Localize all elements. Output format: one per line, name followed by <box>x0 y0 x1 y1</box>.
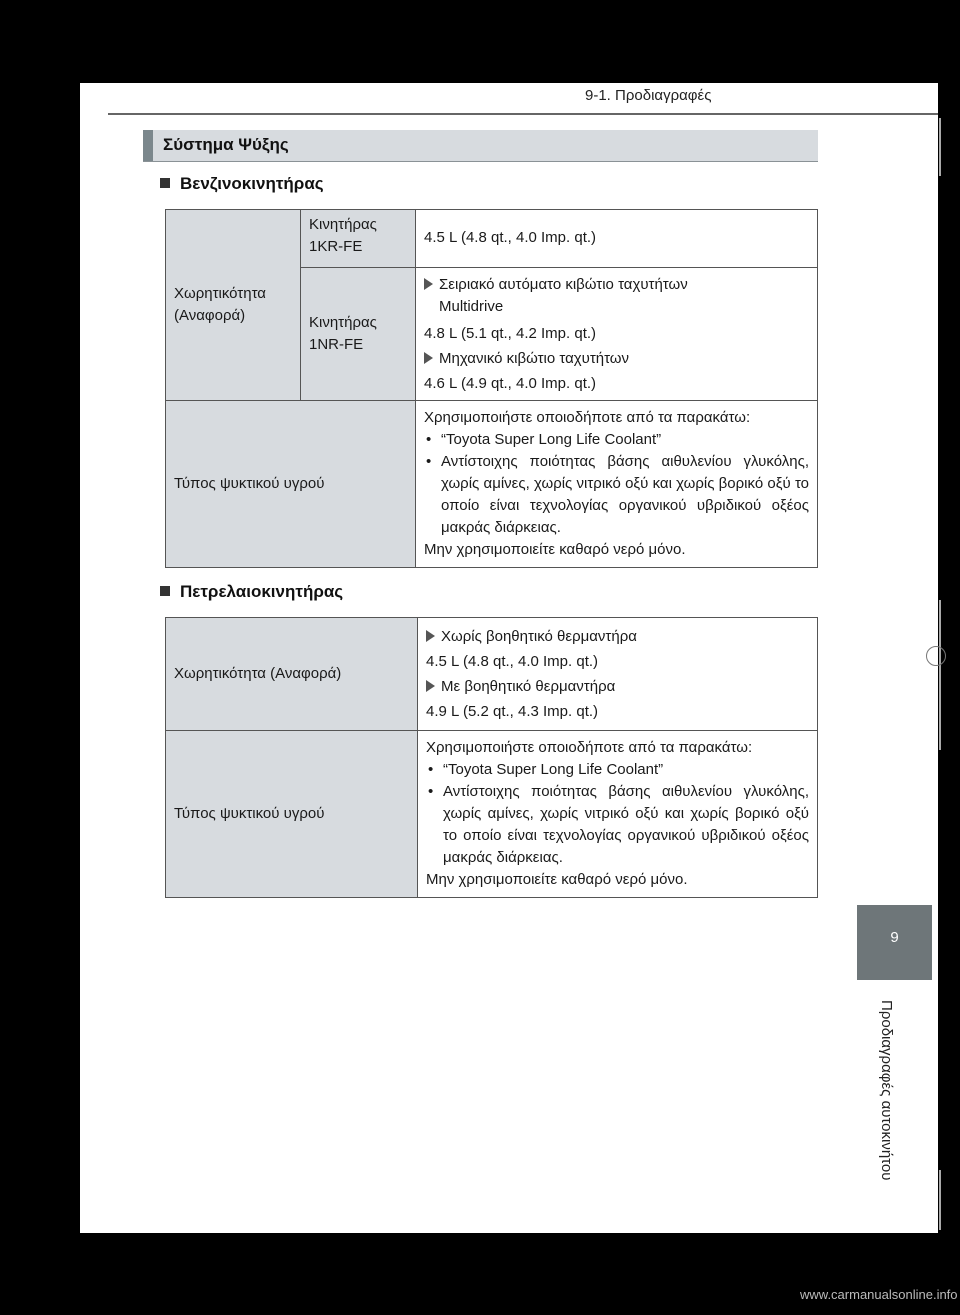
transmission-option <box>424 274 809 296</box>
petrol-coolant-table <box>165 209 818 568</box>
option-text-cont: Multidrive <box>439 297 504 315</box>
coolant-intro: Χρησιμοποιήστε οποιοδήποτε από τα παρακάτω: <box>424 409 751 426</box>
registration-mark-icon <box>926 646 946 666</box>
diesel-heading <box>160 582 343 602</box>
triangle-bullet-icon <box>426 630 435 642</box>
list-item: • “Toyota Super Long Life Coolant” <box>428 761 664 778</box>
engine-1kr-value: 4.5 L (4.8 qt., 4.0 Imp. qt.) <box>416 210 818 268</box>
coolant-type-label: Τύπος ψυκτικού υγρού <box>166 731 418 898</box>
coolant-type-label: Τύπος ψυκτικού υγρού <box>166 401 416 568</box>
section-title-bar <box>143 130 818 161</box>
chapter-number: 9 <box>890 929 899 946</box>
list-item: • “Toyota Super Long Life Coolant” <box>426 431 662 448</box>
coolant-list <box>424 429 809 539</box>
capacity-value: 4.6 L (4.9 qt., 4.0 Imp. qt.) <box>424 374 597 392</box>
margin-line <box>939 600 941 750</box>
chapter-header: 9-1. Προδιαγραφές <box>585 87 712 104</box>
option-text: Μηχανικό κιβώτιο ταχυτήτων <box>439 349 630 367</box>
section-underline <box>143 161 818 162</box>
capacity-label: Χωρητικότητα (Αναφορά) <box>166 210 301 401</box>
engine-1nr-label: Κινητήρας 1NR-FE <box>301 268 416 401</box>
capacity-value: 4.8 L (5.1 qt., 4.2 Imp. qt.) <box>424 324 597 342</box>
triangle-bullet-icon <box>424 352 433 364</box>
watermark: www.carmanualsonline.info <box>800 1287 958 1302</box>
section-title: Σύστημα Ψύξης <box>163 135 289 154</box>
table-row <box>166 731 818 898</box>
chapter-tab-label: Προδιαγραφές αυτοκινήτου <box>878 1000 895 1181</box>
coolant-note: Μην χρησιμοποιείτε καθαρό νερό μόνο. <box>424 541 686 558</box>
list-item: • Αντίστοιχης ποιότητας βάσης αιθυλενίου γλυκόλης, χωρίς αμίνες, χωρίς νιτρικό οξύ και χωρίς βορικό οξύ το οποίο είναι τεχνολογίας οργανικού υβριδικού οξέος μακράς διάρκειας. <box>428 783 809 866</box>
triangle-bullet-icon <box>426 680 435 692</box>
capacity-value: 4.9 L (5.2 qt., 4.3 Imp. qt.) <box>426 702 599 720</box>
chapter-tab[interactable] <box>857 905 932 980</box>
coolant-type-value <box>418 731 818 898</box>
capacity-values <box>418 618 818 731</box>
option-text: Χωρίς βοηθητικό θερμαντήρα <box>441 627 637 645</box>
engine-1kr-label: Κινητήρας 1KR-FE <box>301 210 416 268</box>
margin-line <box>939 118 941 176</box>
square-bullet-icon <box>160 178 170 188</box>
margin-line <box>939 1170 941 1230</box>
table-row <box>166 210 818 268</box>
header-rule <box>108 113 938 115</box>
diesel-heading-text: Πετρελαιοκινητήρας <box>180 582 344 601</box>
coolant-list <box>426 759 809 869</box>
coolant-intro: Χρησιμοποιήστε οποιοδήποτε από τα παρακάτω: <box>426 739 753 756</box>
list-item-text: “Toyota Super Long Life Coolant” <box>441 431 662 448</box>
petrol-heading <box>160 174 324 194</box>
transmission-option <box>424 348 809 370</box>
coolant-type-value <box>416 401 818 568</box>
engine-1nr-values <box>416 268 818 401</box>
coolant-note: Μην χρησιμοποιείτε καθαρό νερό μόνο. <box>426 871 688 888</box>
heater-option <box>426 626 809 648</box>
list-item-text: Αντίστοιχης ποιότητας βάσης αιθυλενίου γλυκόλης, χωρίς αμίνες, χωρίς νιτρικό οξύ και χωρίς βορικό οξύ το οποίο είναι τεχνολογίας οργανικού υβριδικού οξέος μακράς διάρκειας. <box>443 783 809 866</box>
section-accent <box>143 130 153 161</box>
table-row <box>166 618 818 731</box>
table-row <box>166 401 818 568</box>
petrol-heading-text: Βενζινοκινητήρας <box>180 174 324 193</box>
capacity-value: 4.5 L (4.8 qt., 4.0 Imp. qt.) <box>426 652 599 670</box>
triangle-bullet-icon <box>424 278 433 290</box>
square-bullet-icon <box>160 586 170 596</box>
option-text: Με βοηθητικό θερμαντήρα <box>441 677 616 695</box>
option-text: Σειριακό αυτόματο κιβώτιο ταχυτήτων <box>439 275 688 293</box>
list-item: • Αντίστοιχης ποιότητας βάσης αιθυλενίου γλυκόλης, χωρίς αμίνες, χωρίς νιτρικό οξύ και χωρίς βορικό οξύ το οποίο είναι τεχνολογίας οργανικού υβριδικού οξέος μακράς διάρκειας. <box>426 453 809 536</box>
heater-option <box>426 676 809 698</box>
list-item-text: “Toyota Super Long Life Coolant” <box>443 761 664 778</box>
capacity-label: Χωρητικότητα (Αναφορά) <box>166 618 418 731</box>
list-item-text: Αντίστοιχης ποιότητας βάσης αιθυλενίου γλυκόλης, χωρίς αμίνες, χωρίς νιτρικό οξύ και χωρίς βορικό οξύ το οποίο είναι τεχνολογίας οργανικού υβριδικού οξέος μακράς διάρκειας. <box>441 453 809 536</box>
diesel-coolant-table <box>165 617 818 898</box>
